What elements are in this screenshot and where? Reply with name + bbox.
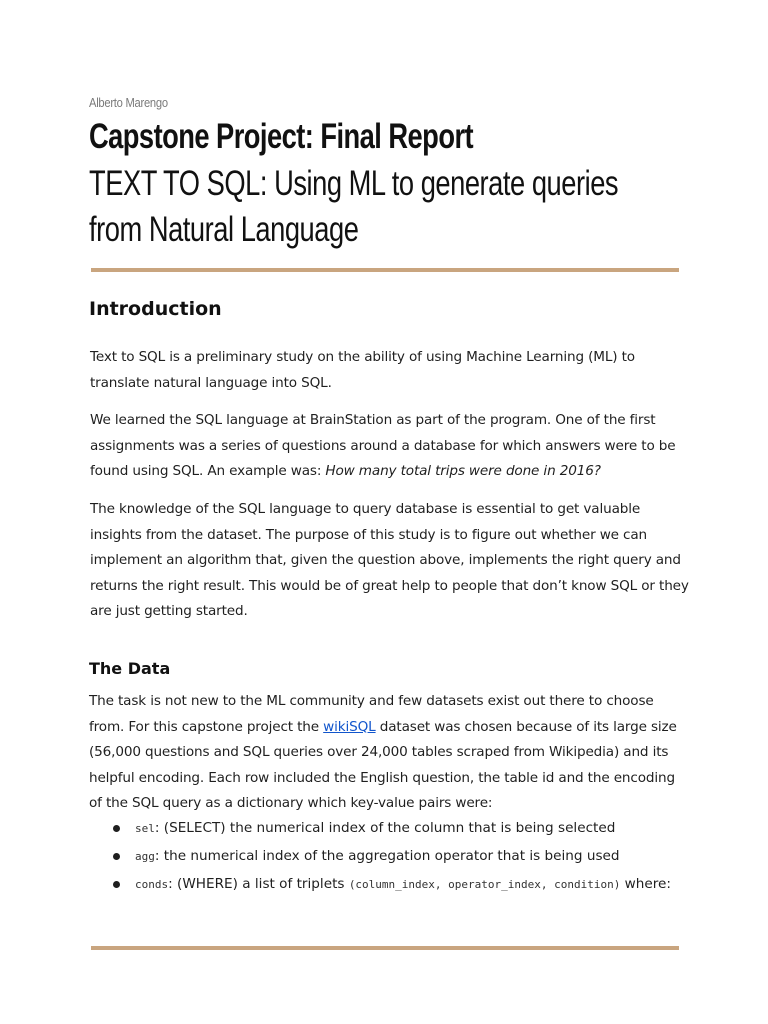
list-item [111,844,671,869]
list-item [111,872,671,897]
list-item-text: : the numerical index of the aggregation operator that is being used [154,848,620,864]
report-subtitle: TEXT TO SQL: Using ML to generate queries from Natural Language [89,164,619,249]
code-key-sel: sel [135,822,155,835]
example-question: How many total trips were done in 2016? [325,463,601,479]
top-divider [91,268,679,272]
list-item-text: : (SELECT) the numerical index of the column that is being selected [154,820,616,836]
intro-paragraph-2 [90,408,690,485]
author-name: Alberto Marengo [89,95,168,110]
data-paragraph [89,689,689,817]
introduction-heading: Introduction [89,298,222,320]
code-key-agg: agg [135,850,155,863]
document-page [89,0,689,1024]
encoding-key-list [111,816,671,900]
wikisql-link[interactable]: wikiSQL [323,718,376,735]
bottom-divider [91,946,679,950]
bullet-icon [113,881,120,888]
list-item [111,816,671,841]
bullet-icon [113,825,120,832]
code-key-conds: conds [135,878,169,891]
intro-paragraph-1: Text to SQL is a preliminary study on the ability of using Machine Learning (ML) to translate natural language into SQL. [90,349,635,391]
intro-paragraph-2-text: We learned the SQL language at BrainStation as part of the program. One of the first assignments was a series of questions around a database for which answers were to be found using SQL. An example was: [90,412,676,479]
report-title: Capstone Project: Final Report [89,117,474,156]
bullet-icon [113,853,120,860]
code-triplet: (column_index, operator_index, condition) [348,878,621,891]
data-paragraph-rest: dataset was chosen because of its large size (56,000 questions and SQL queries over 24,000 tables scraped from Wikipedia) and its helpful encoding. Each row included the English question, the table id and the encoding of the SQL query as a dictionary which key-value pairs were: [89,718,677,811]
list-item-text: : (WHERE) a list of triplets [168,876,349,892]
intro-paragraph-3: The knowledge of the SQL language to query database is essential to get valuable insights from the dataset. The purpose of this study is to figure out whether we can implement an algorithm that, given the question above, implements the right query and returns the right result. This would be of great help to people that don’t know SQL or they are just getting started. [90,501,689,619]
list-item-text-tail: where: [620,876,671,892]
data-heading: The Data [89,659,171,678]
data-paragraph-lead: The task is not new to the ML community and few datasets exist out there to choose from. For this capstone project the [89,693,654,735]
